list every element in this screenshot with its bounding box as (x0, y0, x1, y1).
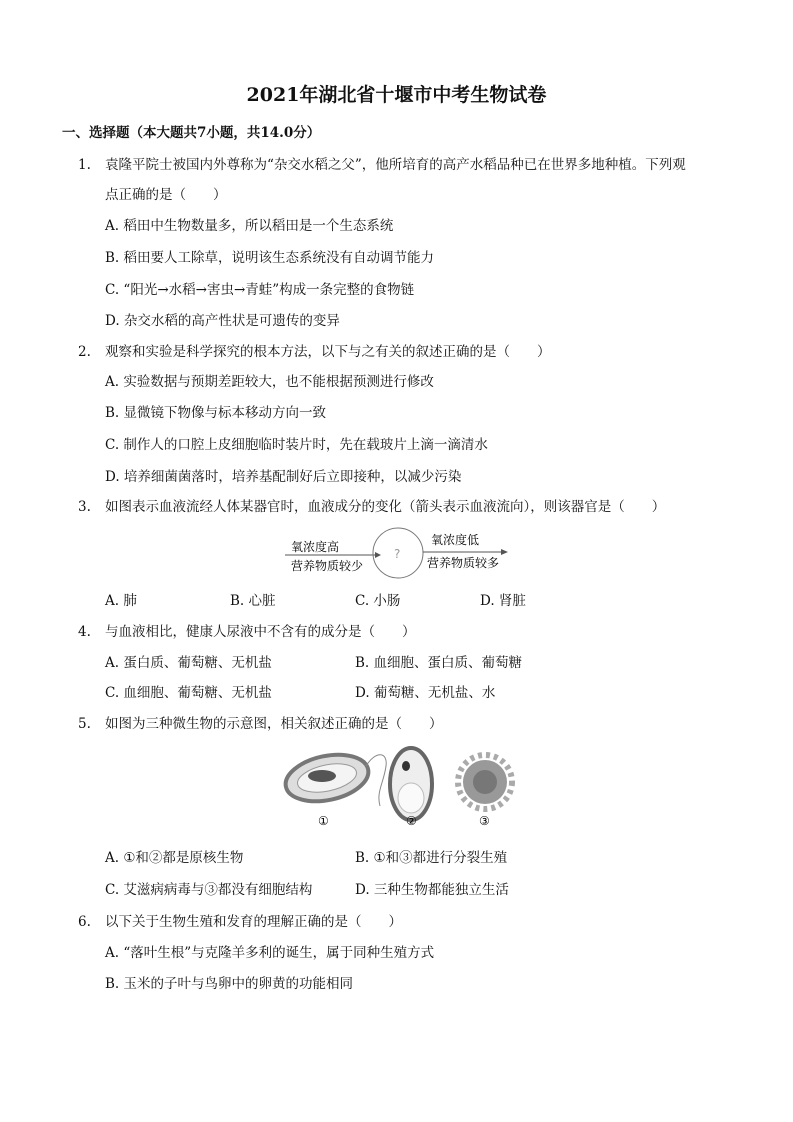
option-d: D. 葡萄糖、无机盐、水 (355, 685, 496, 701)
option-b: B. 血细胞、蛋白质、葡萄糖 (355, 655, 523, 671)
question-stem: 以下关于生物生殖和发育的理解正确的是（ ） (105, 914, 402, 930)
option-a: A. 实验数据与预期差距较大，也不能根据预测进行修改 (105, 374, 434, 390)
option-a: A. 肺 (105, 593, 137, 609)
question-stem: 如图表示血液流经人体某器官时，血液成分的变化（箭头表示血液流向），则该器官是（ ） (105, 499, 666, 515)
question-number: 4. (78, 624, 91, 640)
question-stem: 袁隆平院士被国内外尊称为“杂交水稻之父”，他所培育的高产水稻品种已在世界多地种植。下列观 (105, 157, 686, 173)
out-label-1: 氧浓度低 (431, 533, 480, 547)
option-a: A. 稻田中生物数量多，所以稻田是一个生态系统 (105, 218, 394, 234)
label-2: ② (406, 814, 417, 828)
in-label-1: 氧浓度高 (291, 540, 340, 554)
option-b: B. 心脏 (230, 593, 276, 609)
option-d: D. 三种生物都能独立生活 (355, 882, 509, 898)
option-b: B. ①和③都进行分裂生殖 (355, 850, 508, 866)
question-stem: 点正确的是（ ） (105, 187, 227, 203)
label-3: ③ (479, 814, 490, 828)
question-number: 6. (78, 914, 91, 930)
organ-label: ? (394, 547, 401, 561)
arrowhead-in (375, 552, 381, 558)
option-c: C. 血细胞、葡萄糖、无机盐 (105, 685, 272, 701)
in-label-2: 营养物质较少 (291, 559, 364, 573)
question-stem: 如图为三种微生物的示意图，相关叙述正确的是（ ） (105, 716, 443, 732)
blood-flow-diagram (285, 522, 515, 586)
option-d: D. 肾脏 (480, 593, 526, 609)
arrowhead-out (501, 549, 508, 555)
option-b: B. 显微镜下物像与标本移动方向一致 (105, 405, 327, 421)
out-label-2: 营养物质较多 (427, 556, 500, 570)
yeast-image (390, 748, 432, 820)
option-d: D. 培养细菌菌落时，培养基配制好后立即接种，以减少污染 (105, 469, 462, 485)
question-number: 1. (78, 157, 91, 173)
section-heading: 一、选择题（本大题共7小题，共14.0分） (62, 125, 321, 141)
option-b: B. 玉米的子叶与鸟卵中的卵黄的功能相同 (105, 976, 354, 992)
question-stem: 观察和实验是科学探究的根本方法，以下与之有关的叙述正确的是（ ） (105, 344, 551, 360)
option-d: D. 杂交水稻的高产性状是可遗传的变异 (105, 313, 340, 329)
option-a: A. 蛋白质、葡萄糖、无机盐 (105, 655, 272, 671)
bacterium-image (281, 748, 386, 809)
microorganisms-figure (280, 742, 520, 834)
option-a: A. ①和②都是原核生物 (105, 850, 244, 866)
label-1: ① (318, 814, 329, 828)
question-number: 2. (78, 344, 91, 360)
page-title: 2021年湖北省十堰市中考生物试卷 (246, 84, 547, 106)
option-b: B. 稻田要人工除草，说明该生态系统没有自动调节能力 (105, 250, 435, 266)
question-stem: 与血液相比，健康人尿液中不含有的成分是（ ） (105, 624, 416, 640)
option-c: C. “阳光→水稻→害虫→青蛙”构成一条完整的食物链 (105, 282, 415, 298)
option-a: A. “落叶生根”与克隆羊多利的诞生，属于同种生殖方式 (105, 945, 435, 961)
question-number: 3. (78, 499, 91, 515)
question-number: 5. (78, 716, 91, 732)
option-c: C. 制作人的口腔上皮细胞临时装片时，先在载玻片上滴一滴清水 (105, 437, 488, 453)
virus-image (458, 755, 512, 809)
option-c: C. 艾滋病病毒与③都没有细胞结构 (105, 882, 313, 898)
option-c: C. 小肠 (355, 593, 401, 609)
